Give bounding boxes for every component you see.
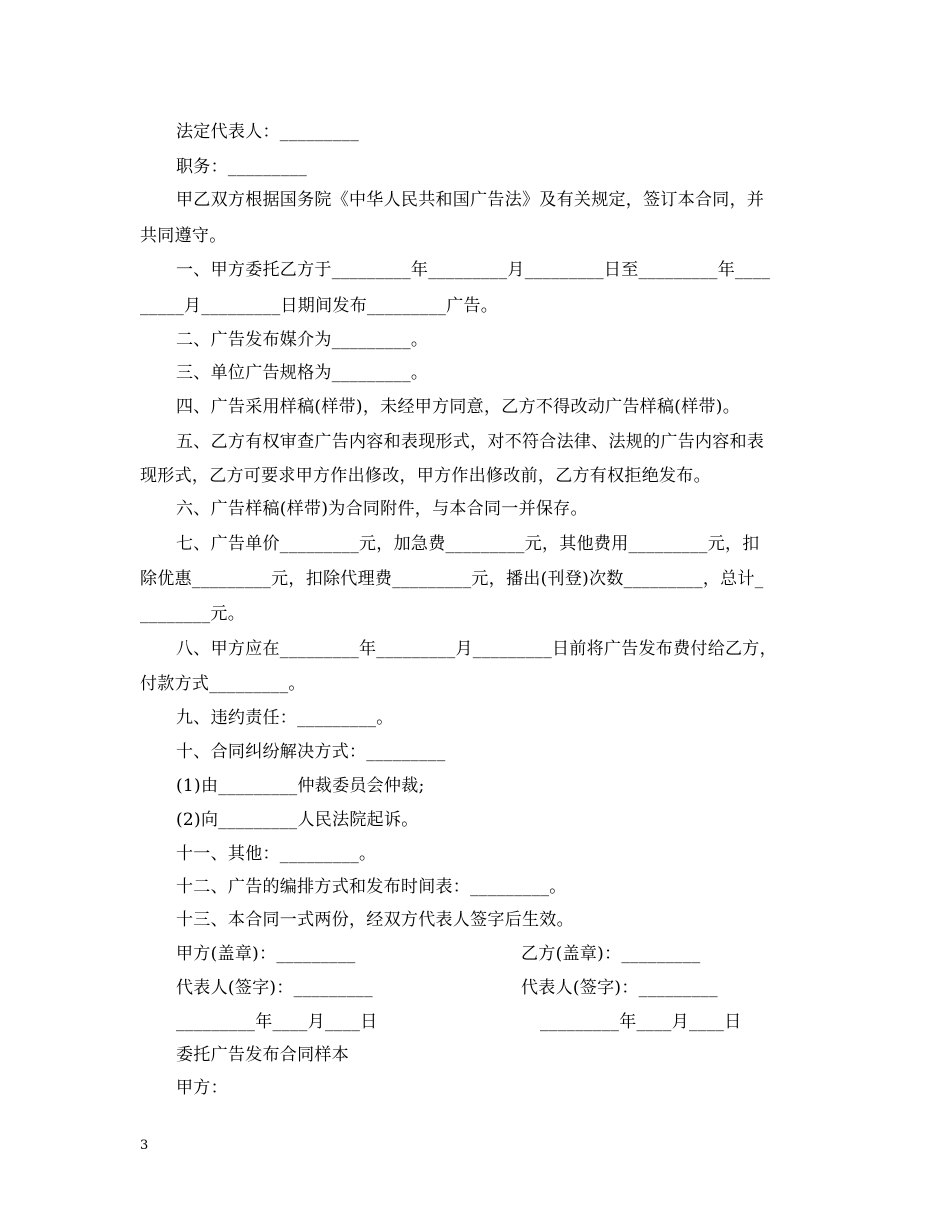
clause-10-option-2: (2)向_________人民法院起诉。 — [176, 810, 419, 830]
clause-12: 十二、广告的编排方式和发布时间表：_________。 — [176, 877, 567, 897]
clause-11: 十一、其他：_________。 — [176, 844, 377, 864]
legal-representative-line: 法定代表人：_________ — [176, 122, 359, 142]
clause-8-line-2: 付款方式_________。 — [140, 674, 306, 694]
party-b-date: _________年____月____日 — [540, 1012, 742, 1032]
preamble-line-2: 共同遵守。 — [140, 226, 227, 246]
clause-10: 十、合同纠纷解决方式：_________ — [176, 742, 446, 762]
next-contract-title: 委托广告发布合同样本 — [176, 1045, 349, 1065]
clause-7-line-3: ________元。 — [140, 604, 245, 624]
party-a-seal: 甲方(盖章)：_________ — [176, 944, 356, 964]
party-a-representative: 代表人(签字)：_________ — [176, 978, 373, 998]
page-number: 3 — [140, 1138, 149, 1153]
clause-1-line-1: 一、甲方委托乙方于_________年_________月_________日至_________年____ — [176, 260, 771, 280]
next-contract-party-a: 甲方： — [176, 1078, 228, 1098]
clause-2: 二、广告发布媒介为_________。 — [176, 330, 429, 350]
clause-1-line-2: _____月_________日期间发布_________广告。 — [140, 296, 499, 316]
preamble-line-1: 甲乙双方根据国务院《中华人民共和国广告法》及有关规定，签订本合同，并 — [176, 190, 765, 210]
clause-13: 十三、本合同一式两份，经双方代表人签字后生效。 — [176, 910, 574, 930]
clause-10-option-1: (1)由_________仲裁委员会仲裁; — [176, 776, 425, 796]
clause-4: 四、广告采用样稿(样带)，未经甲方同意，乙方不得改动广告样稿(样带)。 — [176, 397, 741, 417]
clause-5-line-2: 现形式，乙方可要求甲方作出修改，甲方作出修改前，乙方有权拒绝发布。 — [140, 466, 711, 486]
clause-3: 三、单位广告规格为_________。 — [176, 363, 429, 383]
party-b-representative: 代表人(签字)：_________ — [521, 978, 718, 998]
clause-6: 六、广告样稿(样带)为合同附件，与本合同一并保存。 — [176, 499, 588, 519]
clause-7-line-1: 七、广告单价_________元，加急费_________元，其他费用_________元，扣 — [176, 534, 760, 554]
clause-7-line-2: 除优惠_________元，扣除代理费_________元，播出(刊登)次数_________，总计_ — [140, 569, 764, 589]
clause-5-line-1: 五、乙方有权审查广告内容和表现形式，对不符合法律、法规的广告内容和表 — [176, 432, 765, 452]
position-line: 职务：_________ — [176, 157, 308, 177]
party-b-seal: 乙方(盖章)：_________ — [521, 944, 701, 964]
party-a-date: _________年____月____日 — [176, 1012, 378, 1032]
clause-8-line-1: 八、甲方应在_________年_________月_________日前将广告发布费付给乙方， — [176, 639, 777, 659]
clause-9: 九、违约责任：_________。 — [176, 708, 394, 728]
